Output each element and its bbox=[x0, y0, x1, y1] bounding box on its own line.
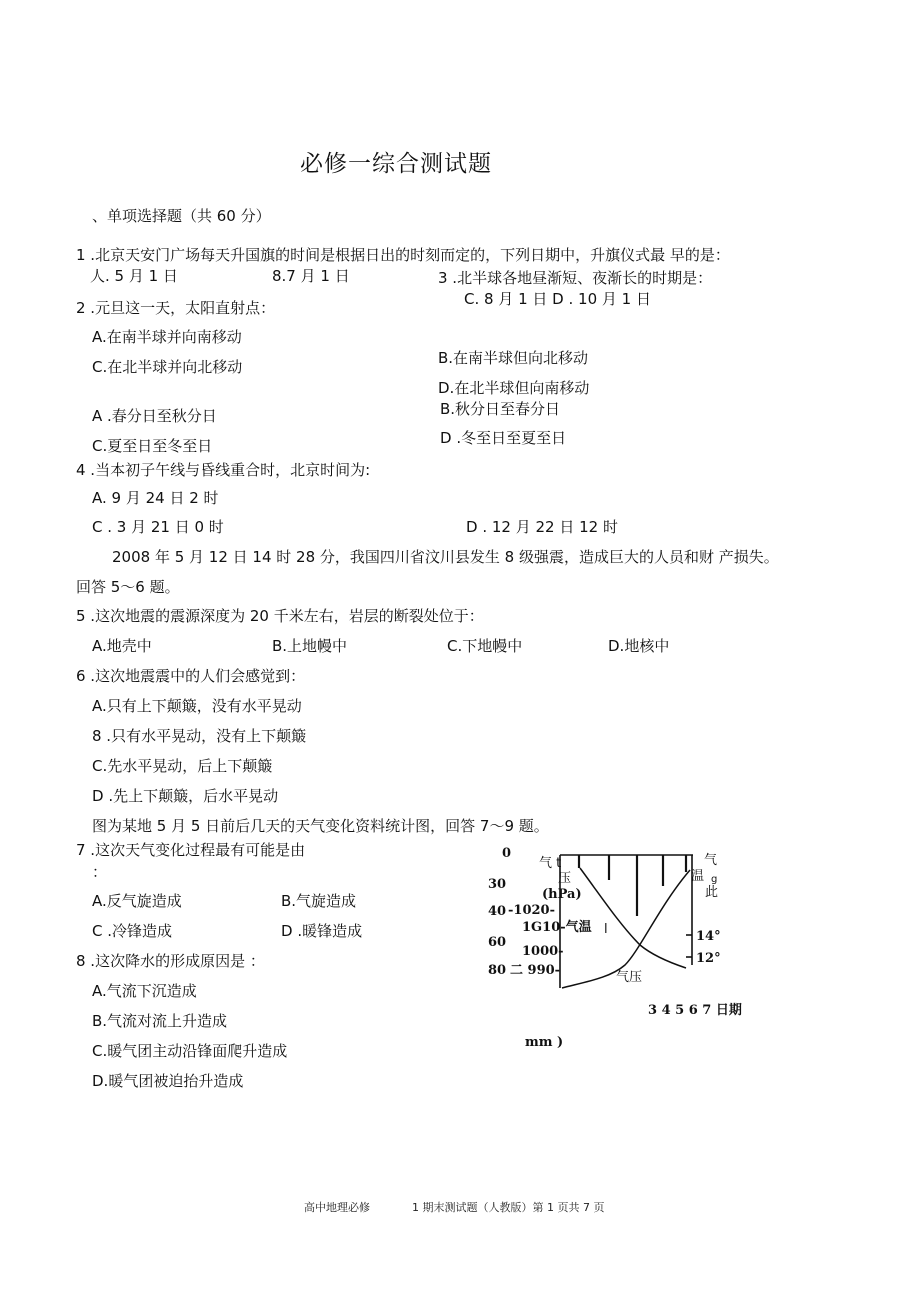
rain-tick-80: 80 bbox=[488, 963, 507, 978]
q7-option-c: C .冷锋造成 bbox=[92, 922, 173, 940]
q6-stem: 6 .这次地震震中的人们会感觉到： bbox=[76, 667, 306, 685]
q1-stem: 1 .北京天安门广场每天升国旗的时间是根据日出的时刻而定的，下列日期中，升旗仪式最 早的是： bbox=[76, 246, 730, 264]
q5-option-c: C.下地幔中 bbox=[447, 637, 523, 655]
rain-tick-60: 60 bbox=[488, 935, 507, 950]
rain-tick-0: 0 bbox=[502, 846, 512, 861]
q7-option-d: D .暖锋造成 bbox=[281, 922, 363, 940]
q7-option-b: B.气旋造成 bbox=[281, 892, 357, 910]
q2-option-b: B.在南半球但向北移动 bbox=[438, 349, 589, 367]
q8-stem: 8 .这次降水的形成原因是 ： bbox=[76, 952, 265, 970]
q8-option-a: A.气流下沉造成 bbox=[92, 982, 197, 1000]
pressure-axis-title-mid: 压 bbox=[558, 871, 572, 886]
q4-option-a: A. 9 月 24 日 2 时 bbox=[92, 489, 219, 507]
passage-7-9: 图为某地 5 月 5 日前后几天的天气变化资料统计图，回答 7〜9 题。 bbox=[92, 817, 549, 835]
q6-option-d: D .先上下颠簸，后水平晃动 bbox=[92, 787, 279, 805]
q2-option-a: A.在南半球并向南移动 bbox=[92, 328, 242, 346]
q6-option-c: C.先水平晃动，后上下颠簸 bbox=[92, 757, 273, 775]
q6-option-b: 8 .只有水平晃动，没有上下颠簸 bbox=[92, 727, 307, 745]
q1-option-b: 8.7 月 1 日 bbox=[272, 267, 350, 285]
rain-axis-unit: mm ) bbox=[525, 1035, 564, 1050]
q4-stem: 4 .当本初子午线与昏线重合时，北京时间为: bbox=[76, 461, 371, 479]
q6-option-a: A.只有上下颠簸，没有水平晃动 bbox=[92, 697, 302, 715]
temp-tick-12: 12° bbox=[696, 951, 721, 966]
q5-option-a: A.地壳中 bbox=[92, 637, 152, 655]
q4-option-d: D . 12 月 22 日 12 时 bbox=[466, 518, 618, 536]
passage-5-6-line1: 2008 年 5 月 12 日 14 时 28 分，我国四川省汶川县发生 8 级强震，造成巨大的人员和财 产损失。 bbox=[112, 548, 779, 566]
q3-option-b: B.秋分日至春分日 bbox=[440, 400, 561, 418]
q3-option-d: D .冬至日至夏至日 bbox=[440, 429, 567, 447]
q3-stem: 3 .北半球各地昼渐短、夜渐长的时期是： bbox=[438, 269, 713, 287]
q8-option-b: B.气流对流上升造成 bbox=[92, 1012, 228, 1030]
temp-axis-title-1: 气 bbox=[704, 853, 718, 868]
temp-axis-title-4: 此 bbox=[705, 885, 719, 900]
q4-option-c: C . 3 月 21 日 0 时 bbox=[92, 518, 224, 536]
q1-option-cd: C. 8 月 1 日 D . 10 月 1 日 bbox=[464, 290, 651, 308]
pressure-axis-title-top: 气 t bbox=[539, 856, 562, 871]
pressure-tick-1020: -1020- bbox=[508, 903, 555, 918]
rain-tick-40: 40 bbox=[488, 904, 507, 919]
q3-option-c: C.夏至日至冬至日 bbox=[92, 437, 213, 455]
q8-option-d: D.暖气团被迫抬升造成 bbox=[92, 1072, 244, 1090]
q2-option-d: D.在北半球但向南移动 bbox=[438, 379, 590, 397]
q8-option-c: C.暖气团主动沿锋面爬升造成 bbox=[92, 1042, 288, 1060]
q5-option-d: D.地核中 bbox=[608, 637, 670, 655]
passage-5-6-line2: 回答 5〜6 题。 bbox=[76, 578, 180, 596]
temp-tick-14: 14° bbox=[696, 929, 721, 944]
q7-stem: 7 .这次天气变化过程最有可能是由 bbox=[76, 841, 306, 859]
temperature-curve bbox=[580, 868, 686, 968]
q7-option-a: A.反气旋造成 bbox=[92, 892, 182, 910]
temp-axis-title-2: 温 bbox=[691, 869, 705, 884]
pressure-tick-1010: 1G10-气温 bbox=[522, 920, 592, 935]
pressure-tick-990: 二 990- bbox=[510, 963, 561, 978]
q7-colon: ： bbox=[92, 863, 108, 881]
pressure-curve-label: 气压 bbox=[616, 970, 643, 985]
x-axis-days: 3 4 5 6 7 日期 bbox=[648, 1003, 742, 1018]
q3-option-a: A .春分日至秋分日 bbox=[92, 407, 217, 425]
footer-right: 1 期末测试题（人教版）第 1 页共 7 页 bbox=[412, 1201, 605, 1214]
section-heading: 、单项选择题（共 60 分） bbox=[92, 207, 271, 225]
q5-stem: 5 .这次地震的震源深度为 20 千米左右，岩层的断裂处位于： bbox=[76, 607, 484, 625]
pressure-axis-unit: (hPa) bbox=[542, 887, 582, 902]
pressure-tick-1000: 1000- bbox=[522, 944, 564, 959]
q5-option-b: B.上地幔中 bbox=[272, 637, 348, 655]
q2-stem: 2 .元旦这一天，太阳直射点： bbox=[76, 299, 276, 317]
rain-tick-30: 30 bbox=[488, 877, 507, 892]
page-title: 必修一综合测试题 bbox=[300, 151, 492, 177]
q2-option-c: C.在北半球并向北移动 bbox=[92, 358, 243, 376]
footer-left: 高中地理必修 bbox=[304, 1201, 370, 1214]
temp-curve-side-mark: l bbox=[604, 922, 608, 937]
q1-option-a: 人. 5 月 1 日 bbox=[90, 267, 178, 285]
temp-axis-title-3: g bbox=[711, 874, 718, 885]
